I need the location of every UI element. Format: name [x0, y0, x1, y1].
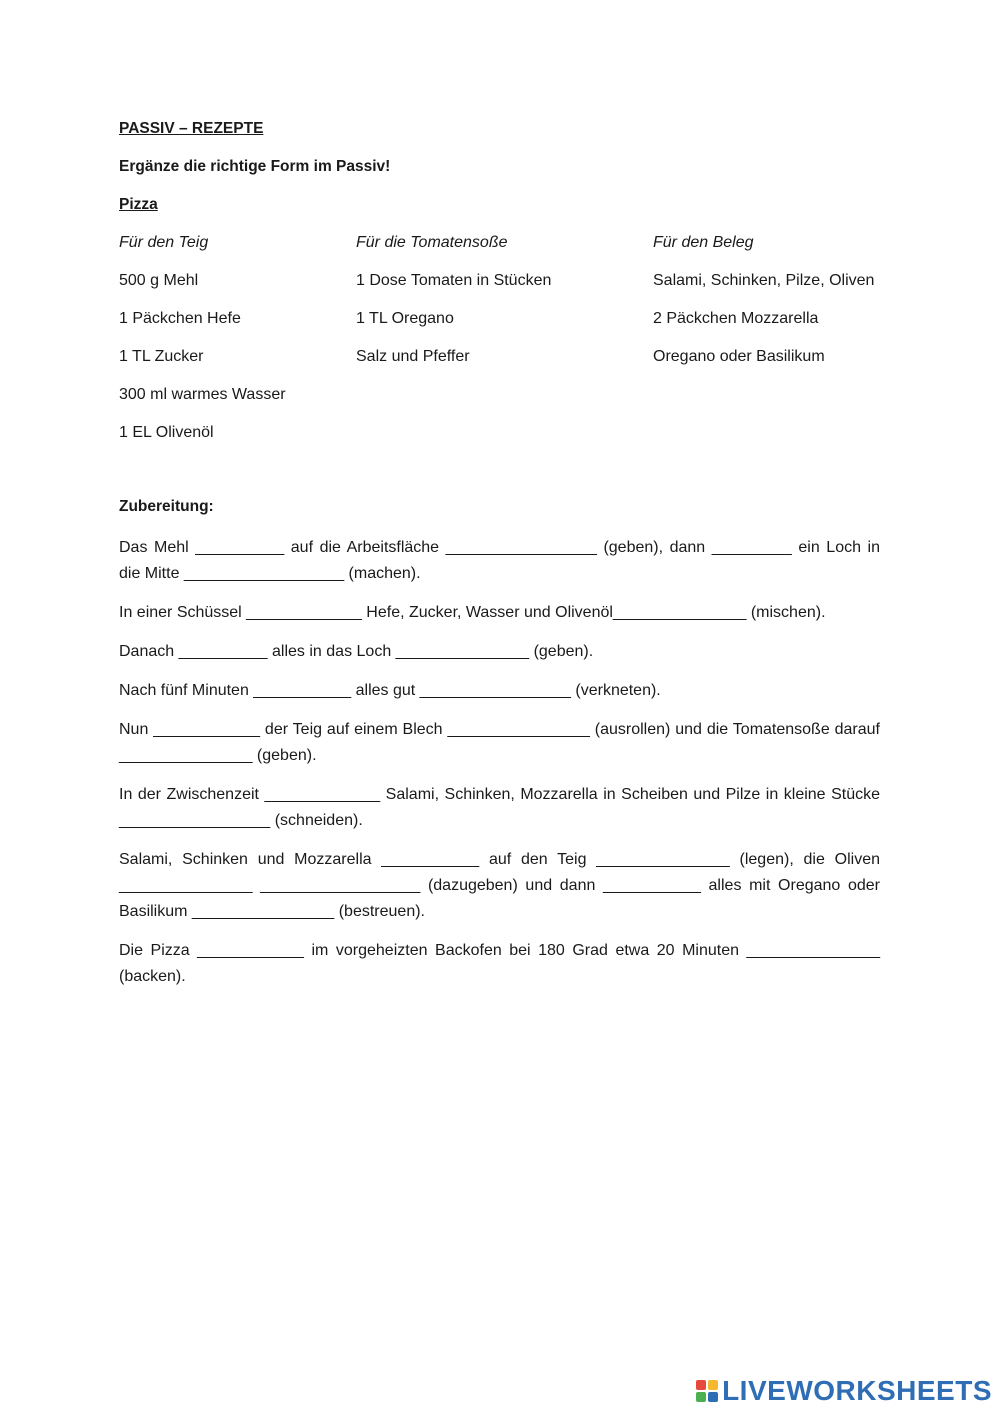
logo-text: LIVEWORKSHEETS: [722, 1375, 992, 1406]
sauce-heading: Für die Tomatensoße: [356, 234, 508, 251]
ingredient-item: 1 TL Oregano: [356, 310, 454, 327]
logo-square-2: [708, 1380, 718, 1390]
ingredient-item: 500 g Mehl: [119, 272, 199, 289]
exercise-sentence: Das Mehl __________ auf die Arbeitsfläche _________________ (geben), dann _________ ein Loch in die Mitte __________________ (machen).: [119, 539, 880, 582]
liveworksheets-logo: [696, 1375, 992, 1407]
preparation-heading: Zubereitung:: [119, 498, 214, 515]
ingredient-item: 1 Päckchen Hefe: [119, 310, 241, 327]
logo-square-1: [696, 1380, 706, 1390]
ingredient-item: 2 Päckchen Mozzarella: [653, 310, 819, 327]
ingredient-item: Salami, Schinken, Pilze, Oliven: [653, 272, 875, 289]
ingredient-item: 1 EL Olivenöl: [119, 424, 214, 441]
exercise-sentence: Die Pizza ____________ im vorgeheizten Backofen bei 180 Grad etwa 20 Minuten _______________ (backen).: [119, 942, 880, 985]
exercise-sentence: In einer Schüssel _____________ Hefe, Zucker, Wasser und Olivenöl_______________ (mischen).: [119, 604, 826, 621]
dough-heading: Für den Teig: [119, 234, 209, 251]
ingredient-item: Oregano oder Basilikum: [653, 348, 825, 365]
ingredients-dough: [119, 232, 286, 460]
worksheet-title: PASSIV – REZEPTE: [119, 120, 264, 137]
ingredient-item: 300 ml warmes Wasser: [119, 386, 286, 403]
ingredients-sauce: [356, 232, 551, 384]
ingredient-item: Salz und Pfeffer: [356, 348, 470, 365]
logo-square-4: [708, 1392, 718, 1402]
logo-mark-icon: [696, 1380, 718, 1402]
preparation-exercise: [119, 535, 880, 1003]
ingredients-topping: [653, 232, 874, 384]
exercise-sentence: In der Zwischenzeit _____________ Salami, Schinken, Mozzarella in Scheiben und Pilze in kleine Stücke _________________ (schneiden).: [119, 786, 880, 829]
exercise-sentence: Nun ____________ der Teig auf einem Blech ________________ (ausrollen) und die Tomatensoße darauf _______________ (geben).: [119, 721, 880, 764]
recipe-heading: Pizza: [119, 196, 158, 213]
exercise-sentence: Nach fünf Minuten ___________ alles gut _________________ (verkneten).: [119, 682, 661, 699]
exercise-sentence: Salami, Schinken und Mozzarella ___________ auf den Teig _______________ (legen), die Oliven _______________ __________________ (dazugeben) und dann ___________ alles mit Oregano oder Basilikum ________________ (bestreuen).: [119, 851, 880, 920]
logo-square-3: [696, 1392, 706, 1402]
instruction-text: Ergänze die richtige Form im Passiv!: [119, 158, 391, 175]
ingredient-item: 1 Dose Tomaten in Stücken: [356, 272, 552, 289]
topping-heading: Für den Beleg: [653, 234, 754, 251]
ingredient-item: 1 TL Zucker: [119, 348, 204, 365]
exercise-sentence: Danach __________ alles in das Loch _______________ (geben).: [119, 643, 594, 660]
